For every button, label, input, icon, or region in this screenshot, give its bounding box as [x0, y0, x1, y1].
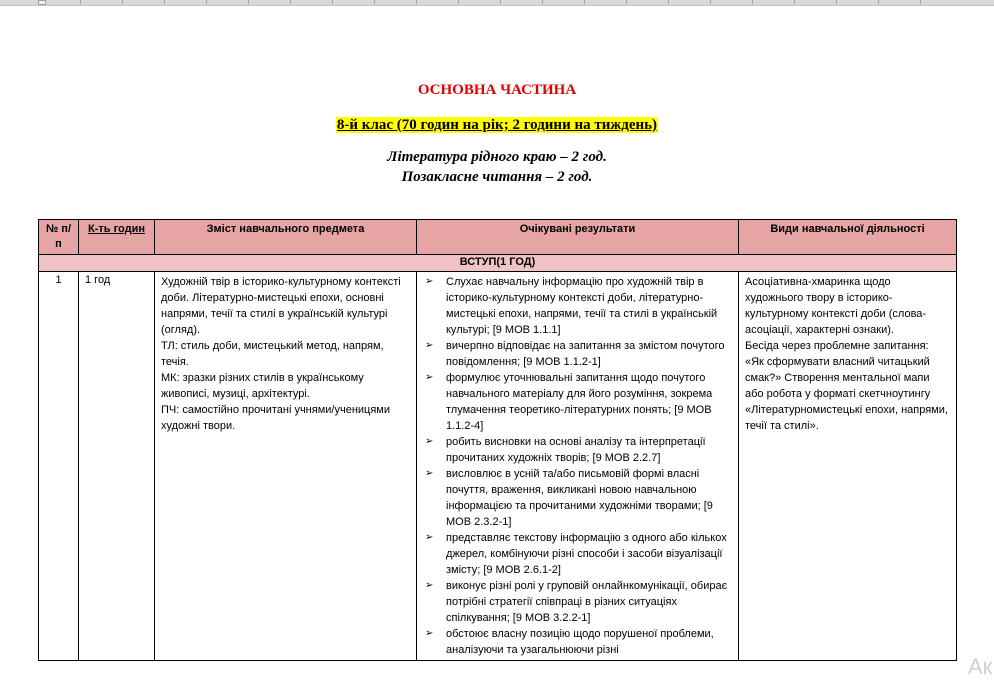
activity-paragraph: Бесіда через проблемне запитання: «Як сформувати власний читацький смак?» Створення ментальної мапи або робота у форматі скетчноутингу «Літературномистецькі епохи, напрями, течії та стилі».	[745, 340, 948, 432]
subtitle-native-literature: Література рідного краю – 2 год.	[387, 149, 607, 165]
activity-paragraph: Асоціативна-хмаринка щодо художнього твору в історико-культурному контексті доби (слова-асоціації, характерні ознаки).	[745, 276, 927, 336]
ruler-tick	[248, 0, 249, 4]
ruler-tick	[920, 0, 921, 4]
subtitle-extracurricular-reading: Позакласне читання – 2 год.	[401, 169, 593, 185]
ruler-tick	[836, 0, 837, 4]
header-content: Зміст навчального предмета	[155, 220, 417, 255]
ruler-tick	[668, 0, 669, 4]
ruler-tick	[122, 0, 123, 4]
list-item: ➢ формулює уточнювальні запитання щодо почутого навчального матеріалу для його розуміння, зокрема тлумачення теоретико-літературних понять; [9 МОВ 1.1.2-4]	[423, 370, 732, 434]
ruler-tick	[458, 0, 459, 4]
header-activities: Види навчальної діяльності	[739, 220, 957, 255]
main-title: ОСНОВНА ЧАСТИНА	[417, 82, 577, 98]
list-item: ➢ представляє текстову інформацію з одного або кількох джерел, комбінуючи різні способи і засоби візуалізації змісту; [9 МОВ 2.6.1-2]	[423, 530, 732, 578]
list-item: ➢ Слухає навчальну інформацію про художній твір в історико-культурному контексті доби, літературно-мистецькі епохи, напрями, течії та стилі в українській культурі; [9 МОВ 1.1.1]	[423, 274, 732, 338]
ruler-tick	[206, 0, 207, 4]
watermark-fragment: Ак	[968, 654, 993, 679]
ruler-tick	[626, 0, 627, 4]
ruler-tick	[542, 0, 543, 4]
table-header-row	[39, 220, 957, 255]
results-list	[423, 274, 732, 656]
list-item: ➢ вичерпно відповідає на запитання за змістом почутого повідомлення; [9 МОВ 1.1.2-1]	[423, 338, 732, 370]
ruler	[0, 0, 994, 6]
ruler-tick	[80, 0, 81, 4]
ruler-tick	[332, 0, 333, 4]
list-item: ➢ робить висновки на основі аналізу та інтерпретації прочитаних художніх творів; [9 МОВ 2.2.7]	[423, 434, 732, 466]
ruler-tick	[878, 0, 879, 4]
header-number: № п/п	[39, 220, 79, 255]
results-cell	[417, 272, 739, 661]
content-cell	[155, 272, 417, 661]
header-results: Очікувані результати	[417, 220, 739, 255]
ruler-tick	[290, 0, 291, 4]
ruler-indent-marker[interactable]	[38, 0, 46, 5]
header-hours: К-ть годин	[79, 220, 155, 255]
curriculum-table	[38, 219, 957, 661]
ruler-tick	[164, 0, 165, 4]
ruler-tick	[794, 0, 795, 4]
row-number: 1	[39, 272, 79, 661]
activities-cell	[739, 272, 957, 661]
section-title: ВСТУП(1 ГОД)	[39, 255, 957, 272]
list-item: ➢ виконує різні ролі у груповій онлайнкомунікації, обирає потрібні стратегії співпраці в різних ситуаціях спілкування; [9 МОВ 3.2.2-1]	[423, 578, 732, 626]
class-info-highlight: 8-й клас (70 годин на рік; 2 години на тиждень)	[336, 117, 658, 133]
ruler-tick	[584, 0, 585, 4]
ruler-tick	[500, 0, 501, 4]
class-info-line	[0, 117, 994, 134]
ruler-tick	[752, 0, 753, 4]
section-row	[39, 255, 957, 272]
ruler-tick	[374, 0, 375, 4]
content-paragraph: Художній твір в історико-культурному контексті доби. Літературно-мистецькі епохи, основні напрями, течії та стилі в українській культурі (огляд).	[161, 276, 401, 336]
ruler-tick	[710, 0, 711, 4]
content-paragraph: ТЛ: стиль доби, мистецький метод, напрям, течія.	[161, 340, 384, 368]
table-row	[39, 272, 957, 661]
ruler-tick	[416, 0, 417, 4]
row-hours: 1 год	[79, 272, 155, 661]
content-paragraph: ПЧ: самостійно прочитані учнями/ученицями художні твори.	[161, 404, 391, 432]
list-item: ➢ висловлює в усній та/або письмовій формі власні почуття, враження, викликані новою навчальною інформацією та прочитаними художніми творами; [9 МОВ 2.3.2-1]	[423, 466, 732, 530]
list-item: ➢ обстоює власну позицію щодо порушеної проблеми, аналізуючи та узагальнюючи різні	[423, 626, 732, 656]
content-paragraph: МК: зразки різних стилів в українському живописі, музиці, архітектурі.	[161, 372, 364, 400]
